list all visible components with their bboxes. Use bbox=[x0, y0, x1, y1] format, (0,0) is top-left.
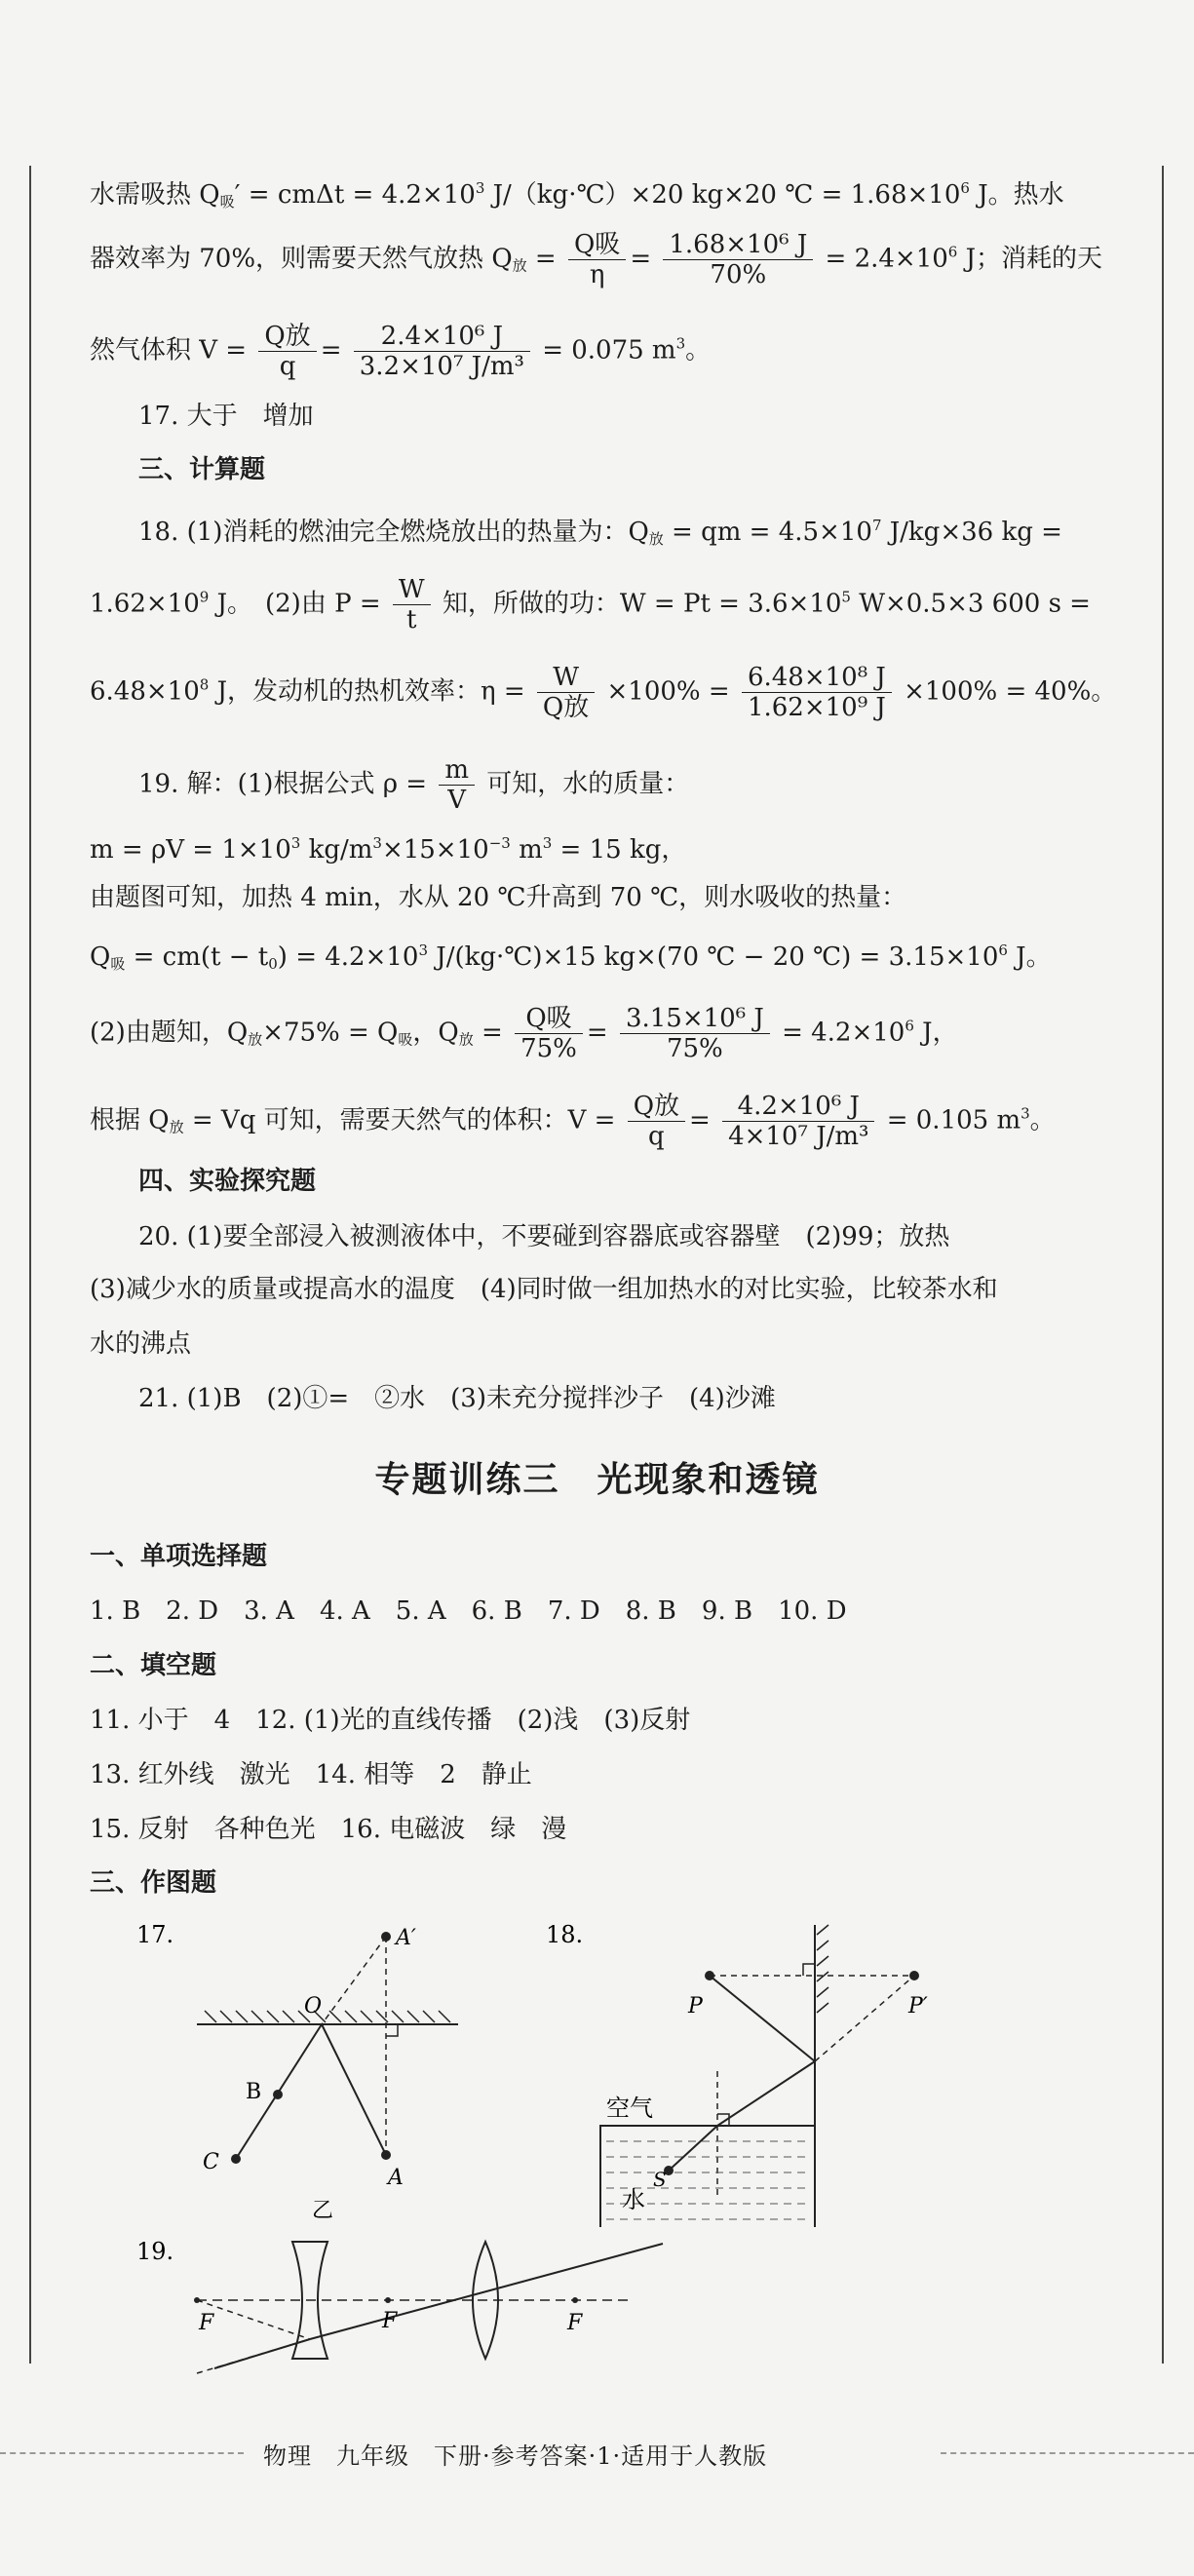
q17-answer: 17. 大于 增加 bbox=[138, 402, 314, 431]
d19-label-f1: F bbox=[199, 2311, 214, 2335]
d18-label-water: 水 bbox=[622, 2186, 645, 2213]
d18-label-air: 空气 bbox=[606, 2095, 653, 2122]
q16-line-2: 器效率为 70%，则需要天然气放热 $Q_放$ = $\frac{\text{Q吸}}{\eta}$ = $\frac{\text{1.68×10⁶ J}}{70\%}$ = $2.4\times 10^6$ J；消耗的天 bbox=[90, 230, 1103, 289]
q19-line-4: $Q_吸 = cm(t - t_0) = 4.2\times 10^3$ J/(kg·℃)×15 kg×(70 ℃ − 20 ℃) = $3.15\times 10^6$ J。 bbox=[90, 942, 1052, 973]
d17-point-a bbox=[381, 2150, 391, 2160]
d19-label-f3: F bbox=[567, 2311, 583, 2335]
d17-point-b bbox=[273, 2090, 283, 2099]
diagram-19-lenses bbox=[136, 2232, 682, 2383]
fraction: $\frac{W}{t}$ bbox=[393, 575, 431, 634]
q21-answer: 21. (1)B (2)①= ②水 (3)未充分搅拌沙子 (4)沙滩 bbox=[138, 1384, 776, 1413]
d18-ray-water bbox=[669, 2126, 717, 2171]
section-drawing: 三、作图题 bbox=[90, 1868, 217, 1898]
d17-number: 17. bbox=[136, 1921, 174, 1948]
fill-answers-3: 15. 反射 各种色光 16. 电磁波 绿 漫 bbox=[90, 1815, 567, 1844]
fraction: $\frac{\text{Q吸}}{\eta}$ bbox=[568, 230, 626, 289]
q18-line-2: $1.62\times 10^9$ J。 (2)由 P = $\frac{W}{t}$ 知，所做的功：$W = Pt = 3.6\times 10^5$ W×0.5×3 600 s = bbox=[90, 575, 1091, 634]
d17-label-a: A bbox=[388, 2166, 404, 2190]
d18-point-p bbox=[705, 1971, 714, 1980]
footer-text: 物理 九年级 下册·参考答案·1·适用于人教版 bbox=[263, 2442, 768, 2470]
d17-point-c bbox=[231, 2154, 241, 2164]
choice-answers: 1. B 2. D 3. A 4. A 5. A 6. B 7. D 8. B 9. B 10. D bbox=[90, 1596, 847, 1626]
fraction: $\frac{\text{1.68×10⁶ J}}{70\%}$ bbox=[663, 230, 813, 289]
d17-label-yi: 乙 bbox=[312, 2199, 334, 2223]
q16-line-3: 然气体积 V = $\frac{\text{Q放}}{q}$ = $\frac{\text{2.4×10⁶ J}}{\text{3.2×10⁷ J/m³}}$ = 0.075 $m^3$。 bbox=[90, 322, 712, 381]
d17-label-a1: A′ bbox=[396, 1926, 416, 1950]
d18-mirror-hatch bbox=[817, 1925, 828, 2013]
q19-line-2: $m = \rho V = 1\times 10^3$ $kg/m^3\times 15\times 10^{-3}$ $m^3 = 15$ kg， bbox=[90, 834, 687, 865]
q16-line-1: 水需吸热 $Q_吸' = cm\Delta t = 4.2\times 10^3$ J/（kg·℃）×20 kg×20 ℃ = $1.68\times 10^6$ J。热水 bbox=[90, 179, 1064, 211]
page-title: 专题训练三 光现象和透镜 bbox=[374, 1460, 820, 1500]
d17-incident-ray bbox=[322, 2024, 386, 2155]
q19-line-5: (2)由题知，$Q_放\times 75\% = Q_吸$，$Q_放$ = $\frac{\text{Q吸}}{75\%}$ = $\frac{\text{3.15×10⁶ J}}{75\%}$ = $4.2\times 10^6$ J， bbox=[90, 1004, 958, 1063]
section-calculation: 三、计算题 bbox=[138, 455, 266, 484]
q18-line-1: 18. (1)消耗的燃油完全燃烧放出的热量为：$Q_放$ = qm = $4.5\times 10^7$ J/kg×36 kg = bbox=[138, 517, 1062, 548]
d18-ray-air bbox=[717, 2061, 815, 2126]
d18-virtual-ray bbox=[815, 1976, 914, 2061]
right-margin-line bbox=[1162, 166, 1164, 2364]
fraction: $\frac{\text{4.2×10⁶ J}}{\text{4×10⁷ J/m³}}$ bbox=[722, 1092, 874, 1151]
d18-ray-reflected bbox=[710, 1976, 815, 2061]
section-fill-blank: 二、填空题 bbox=[90, 1651, 217, 1680]
d17-label-b: B bbox=[246, 2080, 262, 2104]
d18-label-p1: P′ bbox=[908, 1994, 928, 2019]
fraction: $\frac{\text{6.48×10⁸ J}}{\text{1.62×10⁹ J}}$ bbox=[742, 663, 892, 722]
footer-dash-right bbox=[941, 2452, 1194, 2454]
d19-number: 19. bbox=[136, 2238, 174, 2265]
q19-line-3: 由题图可知，加热 4 min，水从 20 ℃升高到 70 ℃，则水吸收的热量： bbox=[90, 883, 907, 912]
diagram-17-reflection bbox=[136, 1915, 487, 2227]
fraction: $\frac{\text{Q放}}{q}$ bbox=[258, 322, 316, 381]
fill-answers-2: 13. 红外线 激光 14. 相等 2 静止 bbox=[90, 1760, 532, 1789]
d18-number: 18. bbox=[546, 1921, 584, 1948]
q20-line-2: (3)减少水的质量或提高水的温度 (4)同时做一组加热水的对比实验，比较茶水和 bbox=[90, 1275, 998, 1304]
q18-line-3: $6.48\times 10^8$ J，发动机的热机效率：η = $\frac{W}{\text{Q放}}$ ×100% = $\frac{\text{6.48×10⁸ J}}{\text{1.62×10⁹ J}}$ ×100% = 40%。 bbox=[90, 663, 1117, 722]
d19-focus-1 bbox=[194, 2297, 200, 2303]
fill-answers-1: 11. 小于 4 12. (1)光的直线传播 (2)浅 (3)反射 bbox=[90, 1706, 691, 1735]
d18-label-p: P bbox=[688, 1994, 703, 2019]
d19-refracted-ray bbox=[310, 2244, 663, 2339]
d17-label-o: O bbox=[304, 1994, 323, 2019]
fraction: $\frac{\text{2.4×10⁶ J}}{\text{3.2×10⁷ J/m³}}$ bbox=[354, 322, 530, 381]
d19-focus-2 bbox=[385, 2297, 391, 2303]
d17-right-angle bbox=[386, 2024, 398, 2036]
section-single-choice: 一、单项选择题 bbox=[90, 1542, 268, 1571]
diagram-18-refraction bbox=[546, 1915, 955, 2227]
fraction: $\frac{m}{V}$ bbox=[439, 755, 475, 815]
q19-line-1: 19. 解：(1)根据公式 ρ = $\frac{m}{V}$ 可知，水的质量： bbox=[138, 755, 690, 815]
q20-line-3: 水的沸点 bbox=[90, 1329, 192, 1359]
d18-label-s: S bbox=[653, 2168, 667, 2191]
fraction: $\frac{\text{Q吸}}{75\%}$ bbox=[515, 1004, 583, 1063]
d19-dashed-to-f bbox=[197, 2300, 310, 2339]
left-margin-line bbox=[29, 166, 31, 2364]
footer-dash-left bbox=[0, 2452, 244, 2454]
d19-focus-3 bbox=[572, 2297, 578, 2303]
fraction: $\frac{\text{3.15×10⁶ J}}{75\%}$ bbox=[620, 1004, 770, 1063]
q19-line-6: 根据 $Q_放 = Vq$ 可知，需要天然气的体积：V = $\frac{\text{Q放}}{q}$ = $\frac{\text{4.2×10⁶ J}}{\text{4×10⁷ J/m³}}$ = 0.105 $m^3$。 bbox=[90, 1092, 1056, 1151]
section-experiment: 四、实验探究题 bbox=[138, 1167, 317, 1196]
d18-right-angle-top bbox=[803, 1964, 815, 1976]
d18-point-p1 bbox=[909, 1971, 919, 1980]
d17-point-a1 bbox=[381, 1932, 391, 1942]
d17-label-c: C bbox=[203, 2150, 219, 2174]
fraction: $\frac{\text{Q放}}{q}$ bbox=[628, 1092, 685, 1151]
fraction: $\frac{W}{\text{Q放}}$ bbox=[537, 663, 595, 722]
d19-label-f2: F bbox=[382, 2309, 398, 2333]
q20-line-1: 20. (1)要全部浸入被测液体中，不要碰到容器底或容器壁 (2)99；放热 bbox=[138, 1222, 950, 1251]
page-footer bbox=[0, 2435, 1194, 2474]
